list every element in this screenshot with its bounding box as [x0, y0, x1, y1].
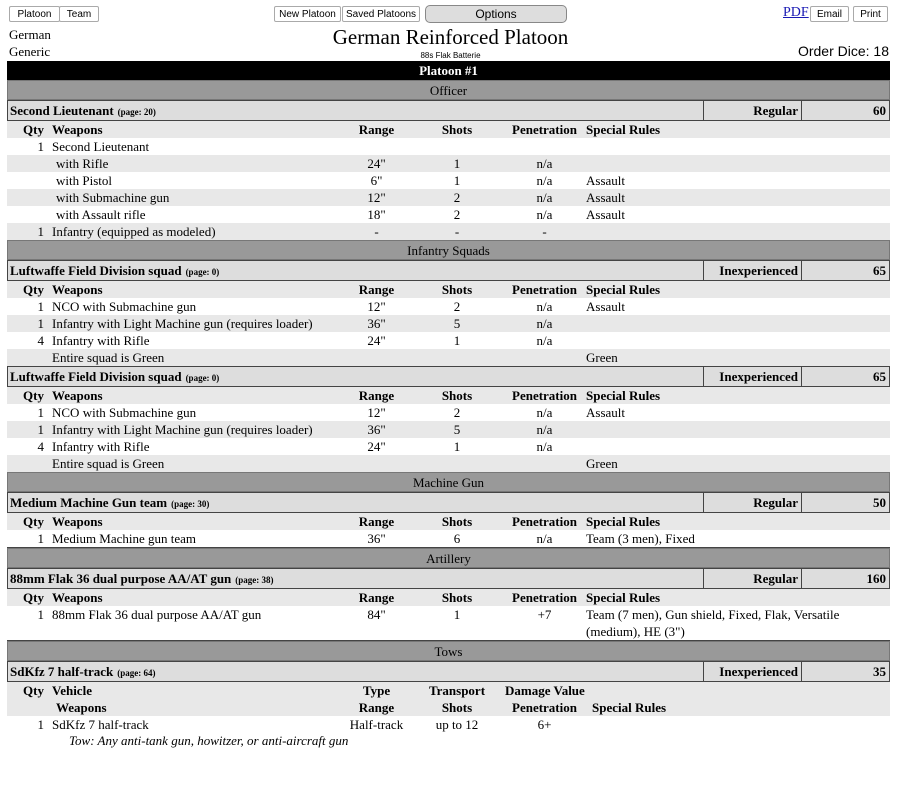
- unit-cost: 35: [801, 662, 889, 681]
- row-transport: up to 12: [435, 717, 479, 732]
- col-qty: Qty: [23, 683, 44, 698]
- unit-header-squad-2: [7, 366, 890, 387]
- col-qty: Qty: [23, 282, 44, 297]
- col-penetration: Penetration: [512, 388, 577, 403]
- row-special: [584, 332, 890, 349]
- unit-header-squad-1: [7, 260, 890, 281]
- row-special: Green: [586, 350, 618, 365]
- row-weapon: with Pistol: [56, 173, 112, 188]
- row-range: 6": [370, 173, 383, 188]
- row-shots: 5: [453, 316, 461, 331]
- row-penetration: n/a: [536, 333, 553, 348]
- row-qty: [7, 155, 52, 172]
- row-range: 18": [367, 207, 386, 222]
- row-shots: 1: [453, 156, 461, 171]
- table-row: [7, 716, 890, 733]
- unit-cost: 50: [801, 493, 889, 512]
- col-penetration: Penetration: [512, 590, 577, 605]
- col-special-rules: Special Rules: [592, 700, 667, 715]
- column-header-row: [7, 121, 890, 138]
- row-weapon: NCO with Submachine gun: [52, 299, 197, 314]
- unit-experience: Regular: [703, 569, 801, 588]
- row-weapon: with Assault rifle: [56, 207, 146, 222]
- col-weapons: Weapons: [52, 122, 103, 137]
- row-qty: 1: [37, 139, 44, 154]
- col-penetration: Penetration: [512, 282, 577, 297]
- row-range: 36": [367, 316, 386, 331]
- row-penetration: n/a: [536, 316, 553, 331]
- row-penetration: [505, 455, 584, 472]
- platoon-title: Platoon #1: [7, 61, 890, 80]
- col-penetration: Penetration: [512, 700, 577, 715]
- row-weapon: Medium Machine gun team: [52, 531, 197, 546]
- row-type: Half-track: [349, 717, 404, 732]
- unit-header-halftrack: [7, 661, 890, 682]
- unit-name: SdKfz 7 half-track: [10, 664, 114, 679]
- unit-experience: Regular: [703, 101, 801, 120]
- table-row: [7, 332, 890, 349]
- row-shots: 5: [453, 422, 461, 437]
- row-qty: 4: [37, 439, 44, 454]
- unit-page-ref: (page: 38): [235, 575, 274, 585]
- row-special: Assault: [586, 299, 625, 314]
- col-shots: Shots: [441, 700, 473, 715]
- col-qty: Qty: [23, 388, 44, 403]
- row-range: 36": [367, 422, 386, 437]
- row-damage-value: 6+: [537, 717, 552, 732]
- email-button[interactable]: Email: [810, 6, 849, 22]
- row-range: 24": [367, 333, 386, 348]
- row-penetration: n/a: [536, 531, 553, 546]
- row-penetration: n/a: [536, 156, 553, 171]
- unit-cost: 60: [801, 101, 889, 120]
- row-shots: 1: [453, 333, 461, 348]
- col-type: Type: [362, 683, 391, 698]
- row-special: [584, 138, 890, 155]
- col-penetration: Penetration: [512, 122, 577, 137]
- new-platoon-button[interactable]: New Platoon: [274, 6, 341, 22]
- row-special: [584, 315, 890, 332]
- row-shots: [409, 349, 505, 366]
- row-penetration: -: [542, 224, 547, 239]
- unit-name: Medium Machine Gun team: [10, 495, 168, 510]
- row-qty: 1: [37, 224, 44, 239]
- unit-page-ref: (page: 20): [117, 107, 156, 117]
- row-special: [584, 421, 890, 438]
- col-special-rules: Special Rules: [586, 514, 661, 529]
- row-shots: 1: [453, 173, 461, 188]
- unit-name: 88mm Flak 36 dual purpose AA/AT gun: [10, 571, 232, 586]
- table-row: [7, 138, 890, 155]
- row-range: 12": [367, 299, 386, 314]
- col-special-rules: Special Rules: [586, 122, 661, 137]
- table-row: [7, 530, 890, 548]
- row-weapon: 88mm Flak 36 dual purpose AA/AT gun: [52, 607, 262, 622]
- unit-cost: 160: [801, 569, 889, 588]
- row-shots: [409, 455, 505, 472]
- tow-note: Tow: Any anti-tank gun, howitzer, or anti-aircraft gun: [69, 733, 349, 748]
- section-machine-gun: Machine Gun: [7, 472, 890, 492]
- table-row: [7, 189, 890, 206]
- row-penetration: n/a: [536, 299, 553, 314]
- row-weapon: Entire squad is Green: [52, 456, 165, 471]
- row-range: [344, 349, 409, 366]
- order-dice-count: Order Dice: 18: [797, 43, 889, 59]
- row-special: Assault: [586, 173, 625, 188]
- row-shots: [409, 138, 505, 155]
- col-vehicle: Vehicle: [52, 683, 92, 698]
- row-penetration: n/a: [536, 190, 553, 205]
- row-shots: 2: [453, 207, 461, 222]
- row-range: [344, 455, 409, 472]
- row-shots: -: [454, 224, 460, 239]
- unit-experience: Regular: [703, 493, 801, 512]
- page-title: German Reinforced Platoon: [332, 25, 569, 49]
- row-penetration: [505, 349, 584, 366]
- unit-page-ref: (page: 0): [185, 267, 220, 277]
- row-qty: 1: [37, 607, 44, 622]
- col-range: Range: [358, 388, 395, 403]
- column-header-row: [7, 281, 890, 298]
- col-weapons: Weapons: [56, 700, 107, 715]
- unit-experience: Inexperienced: [703, 261, 801, 280]
- variant-label: Generic: [9, 44, 51, 59]
- table-row: [7, 349, 890, 366]
- row-range: -: [374, 224, 379, 239]
- row-range: 84": [367, 607, 386, 622]
- column-header-row: [7, 589, 890, 606]
- table-row: [7, 172, 890, 189]
- row-shots: 1: [453, 607, 461, 622]
- row-qty: 1: [37, 405, 44, 420]
- col-shots: Shots: [441, 122, 473, 137]
- row-shots: 2: [453, 405, 461, 420]
- row-range: 24": [367, 156, 386, 171]
- unit-page-ref: (page: 30): [171, 499, 210, 509]
- col-transport: Transport: [428, 683, 486, 698]
- vehicle-header-row: [7, 682, 890, 699]
- unit-header-officer: [7, 100, 890, 121]
- row-weapon: Second Lieutenant: [52, 139, 150, 154]
- col-qty: Qty: [23, 122, 44, 137]
- unit-experience: Inexperienced: [703, 367, 801, 386]
- row-penetration: +7: [537, 607, 552, 622]
- page-subtitle: 88s Flak Batterie: [420, 51, 481, 60]
- table-row: [7, 315, 890, 332]
- col-range: Range: [358, 122, 395, 137]
- row-shots: 6: [453, 531, 461, 546]
- row-qty: 1: [37, 299, 44, 314]
- col-weapons: Weapons: [52, 590, 103, 605]
- row-qty: 1: [37, 717, 44, 732]
- section-artillery: Artillery: [7, 548, 890, 568]
- section-tows: Tows: [7, 641, 890, 661]
- col-special-rules: Special Rules: [586, 282, 661, 297]
- row-shots: 2: [453, 190, 461, 205]
- col-range: Range: [358, 514, 395, 529]
- col-qty: Qty: [23, 514, 44, 529]
- row-special: Assault: [586, 405, 625, 420]
- row-penetration: n/a: [536, 207, 553, 222]
- col-penetration: Penetration: [512, 514, 577, 529]
- row-weapon: Infantry with Rifle: [52, 439, 150, 454]
- unit-header-flak: [7, 568, 890, 589]
- team-tab-button[interactable]: Team: [59, 6, 99, 22]
- unit-page-ref: (page: 64): [117, 668, 156, 678]
- row-qty: 1: [37, 531, 44, 546]
- platoon-tab-button[interactable]: Platoon: [9, 6, 60, 22]
- col-special-rules: Special Rules: [586, 590, 661, 605]
- row-range: 36": [367, 531, 386, 546]
- col-shots: Shots: [441, 282, 473, 297]
- row-weapon: Infantry (equipped as modeled): [52, 224, 216, 239]
- row-special: [584, 438, 890, 455]
- row-qty: [7, 349, 52, 366]
- options-button[interactable]: Options: [425, 5, 567, 23]
- row-range: 12": [367, 190, 386, 205]
- row-vehicle: SdKfz 7 half-track: [52, 717, 149, 732]
- col-shots: Shots: [441, 388, 473, 403]
- col-weapons: Weapons: [52, 388, 103, 403]
- row-special: Assault: [586, 207, 625, 222]
- col-range: Range: [358, 590, 395, 605]
- col-damage-value: Damage Value: [505, 683, 585, 698]
- column-header-row: [7, 513, 890, 530]
- row-shots: 2: [453, 299, 461, 314]
- row-special: [584, 155, 890, 172]
- row-qty: [7, 172, 52, 189]
- row-qty: 1: [37, 316, 44, 331]
- saved-platoons-button[interactable]: Saved Platoons: [342, 6, 420, 22]
- row-range: [344, 138, 409, 155]
- row-weapon: NCO with Submachine gun: [52, 405, 197, 420]
- row-qty: [7, 455, 52, 472]
- row-shots: 1: [453, 439, 461, 454]
- unit-experience: Inexperienced: [703, 662, 801, 681]
- unit-name: Second Lieutenant: [10, 103, 114, 118]
- section-officer: Officer: [7, 80, 890, 100]
- table-row: [7, 155, 890, 172]
- row-weapon: Infantry with Light Machine gun (requires loader): [52, 316, 313, 331]
- print-button[interactable]: Print: [853, 6, 888, 22]
- table-row: [7, 455, 890, 472]
- col-qty: Qty: [23, 590, 44, 605]
- row-special: [584, 223, 890, 240]
- col-special-rules: Special Rules: [586, 388, 661, 403]
- row-qty: 1: [37, 422, 44, 437]
- col-shots: Shots: [441, 514, 473, 529]
- row-weapon: Infantry with Light Machine gun (requires loader): [52, 422, 313, 437]
- row-range: 24": [367, 439, 386, 454]
- row-penetration: n/a: [536, 173, 553, 188]
- col-shots: Shots: [441, 590, 473, 605]
- col-weapons: Weapons: [52, 514, 103, 529]
- row-range: 12": [367, 405, 386, 420]
- row-special: Assault: [586, 190, 625, 205]
- section-infantry-squads: Infantry Squads: [7, 240, 890, 260]
- table-row: [7, 298, 890, 315]
- unit-header-mmg: [7, 492, 890, 513]
- col-range: Range: [358, 282, 395, 297]
- unit-name: Luftwaffe Field Division squad: [10, 369, 182, 384]
- col-weapons: Weapons: [52, 282, 103, 297]
- row-weapon: Infantry with Rifle: [52, 333, 150, 348]
- row-special: Team (7 men), Gun shield, Fixed, Flak, Versatile (medium), HE (3"): [586, 607, 840, 639]
- row-penetration: n/a: [536, 439, 553, 454]
- vehicle-weapons-header-row: [7, 699, 890, 716]
- table-row: [7, 606, 890, 641]
- row-weapon: with Submachine gun: [56, 190, 170, 205]
- row-special: Green: [586, 456, 618, 471]
- unit-cost: 65: [801, 261, 889, 280]
- column-header-row: [7, 387, 890, 404]
- row-penetration: n/a: [536, 422, 553, 437]
- table-row: [7, 206, 890, 223]
- row-qty: [7, 189, 52, 206]
- table-row: [7, 421, 890, 438]
- platoon-sheet: [7, 61, 890, 748]
- row-weapon: Entire squad is Green: [52, 350, 165, 365]
- row-penetration: [505, 138, 584, 155]
- pdf-link[interactable]: PDF: [783, 5, 809, 20]
- row-penetration: n/a: [536, 405, 553, 420]
- table-row: [7, 404, 890, 421]
- table-row: [7, 438, 890, 455]
- unit-cost: 65: [801, 367, 889, 386]
- unit-page-ref: (page: 0): [185, 373, 220, 383]
- unit-name: Luftwaffe Field Division squad: [10, 263, 182, 278]
- row-qty: [7, 206, 52, 223]
- col-range: Range: [358, 700, 395, 715]
- nation-label: German: [9, 27, 51, 42]
- row-special: Team (3 men), Fixed: [586, 531, 695, 546]
- row-qty: 4: [37, 333, 44, 348]
- table-row: [7, 223, 890, 240]
- row-weapon: with Rifle: [56, 156, 109, 171]
